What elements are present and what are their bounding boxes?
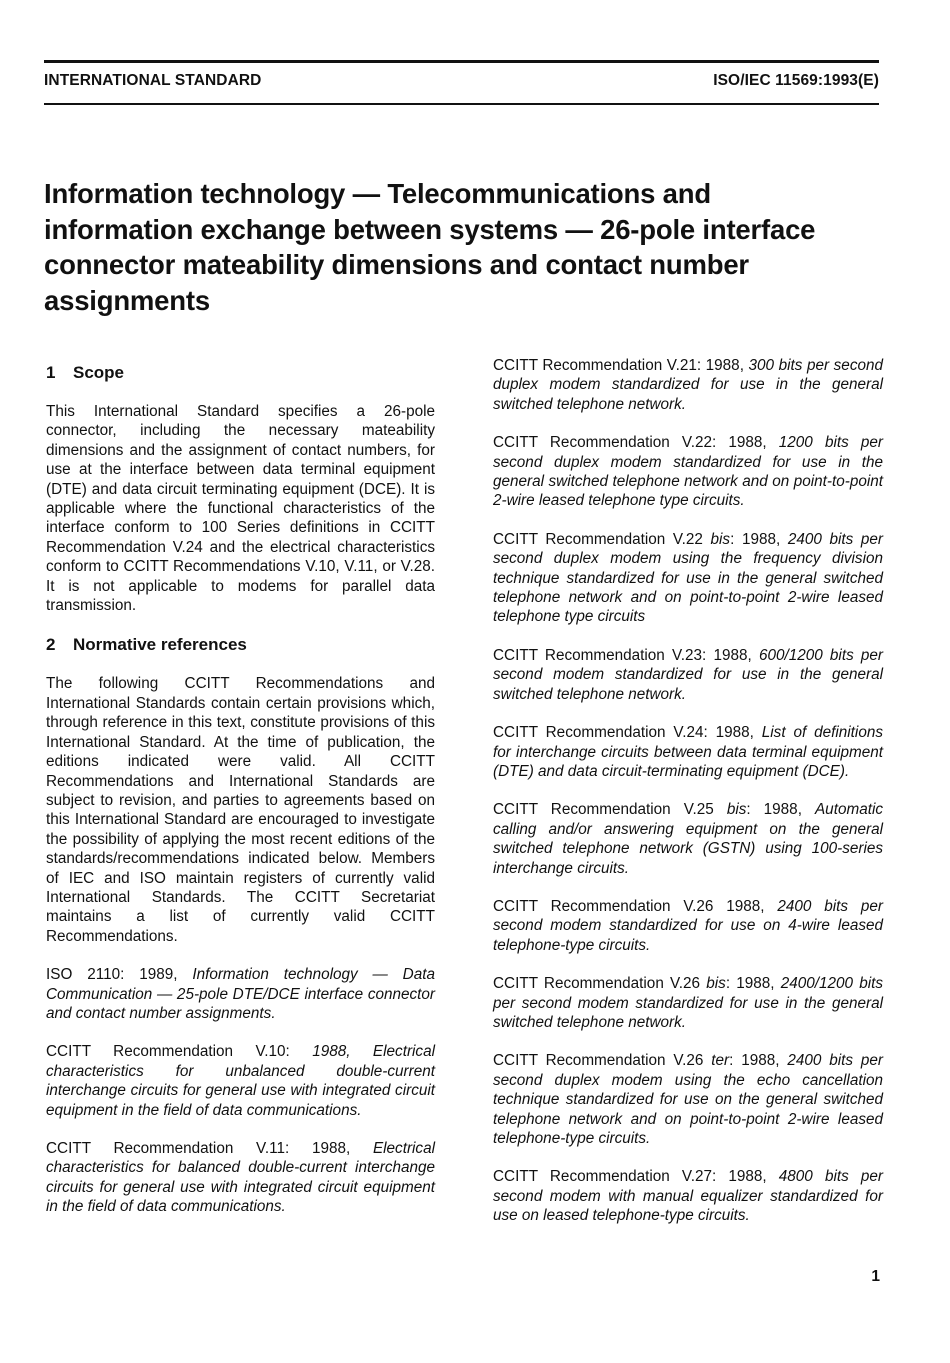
- reference-title: Electrical characteristics for balanced double-current interchange circuits for general use with integrated circuit equipment in the field of data communications.: [46, 1140, 435, 1216]
- reference-date: : 1988,: [730, 530, 788, 548]
- reference-item: [493, 800, 883, 878]
- reference-item: [493, 356, 883, 414]
- reference-prefix: CCITT Recommendation V.26: [493, 975, 707, 993]
- reference-suffix: bis: [726, 801, 747, 819]
- reference-date: : 1988,: [725, 975, 781, 993]
- reference-prefix: CCITT Recommendation V.27: 1988,: [493, 1168, 779, 1186]
- reference-prefix: CCITT Recommendation V.21: 1988,: [493, 357, 749, 374]
- reference-item: [493, 1167, 883, 1225]
- reference-prefix: CCITT Recommendation V.26: [493, 1052, 712, 1070]
- reference-prefix: CCITT Recommendation V.24: 1988,: [493, 724, 762, 742]
- section-2-title: Normative references: [73, 635, 247, 655]
- reference-title: 1200 bits per second duplex modem standardized for use in the general switched telephone network and on point-to-point 2-wire leased telephone type circuits.: [493, 434, 883, 510]
- reference-item: [493, 433, 883, 511]
- reference-prefix: CCITT Recommendation V.22: [493, 530, 711, 548]
- scope-paragraph: This International Standard specifies a 26-pole connector, including the necessary mateability dimensions and the assignment of contact numbers, for use at the interface between data terminal equipment (DTE) and data circuit terminating equipment (DCE). It is applicable where the functional characteristics of the interface conform to 100 Series definitions in CCITT Recommendation V.24 and the electrical characteristics conform to CCITT Recommendations V.10, V.11, or V.28. It is not applicable to modems for parallel data transmission.: [46, 403, 435, 615]
- reference-item: [493, 530, 883, 627]
- reference-prefix: CCITT Recommendation V.10:: [46, 1043, 313, 1061]
- section-1-title: Scope: [73, 363, 125, 382]
- reference-prefix: CCITT Recommendation V.26 1988,: [493, 897, 778, 915]
- reference-prefix: ISO 2110: 1989,: [46, 966, 193, 984]
- reference-prefix: CCITT Recommendation V.23: 1988,: [493, 646, 759, 664]
- reference-title: 4800 bits per second modem with manual equalizer standardized for use on leased telephone-type circuits.: [493, 1168, 883, 1225]
- header-document-type: INTERNATIONAL STANDARD: [44, 72, 262, 89]
- header-bottom-rule: [44, 103, 879, 105]
- reference-title: 2400/1200 bits per second modem standardized for use in the general switched telephone network.: [493, 975, 883, 1031]
- left-column: [46, 362, 435, 1236]
- reference-title: 2400 bits per second duplex modem using the echo cancellation technique standardized for use on the general switched telephone network and on point-to-point 2-wire leased telephone-type circuits.: [493, 1052, 883, 1147]
- reference-item: [46, 1139, 435, 1217]
- reference-suffix: ter: [711, 1052, 730, 1070]
- reference-prefix: CCITT Recommendation V.22: 1988,: [493, 434, 779, 452]
- document-title: Information technology — Telecommunications and information exchange between systems — 26-pole interface connector mateability dimensions and contact number assignments: [44, 178, 816, 316]
- reference-item: [493, 974, 883, 1032]
- reference-prefix: CCITT Recommendation V.25: [493, 801, 727, 819]
- header-document-number: ISO/IEC 11569:1993(E): [713, 72, 879, 89]
- reference-item: [493, 646, 883, 704]
- right-column: [493, 356, 883, 1245]
- reference-title: 1988, Electrical characteristics for unbalanced double-current interchange circuits for general use with integrated circuit equipment in the field of data communications.: [46, 1043, 435, 1119]
- reference-suffix: bis: [706, 975, 726, 993]
- header-top-rule: [44, 60, 879, 63]
- reference-item: [493, 897, 883, 955]
- reference-date: : 1988,: [746, 801, 815, 819]
- reference-prefix: CCITT Recommendation V.11: 1988,: [46, 1140, 373, 1157]
- reference-date: : 1988,: [729, 1052, 788, 1070]
- section-1-number: 1: [46, 363, 56, 382]
- reference-title: List of definitions for interchange circuits between data terminal equipment (DTE) and data circuit-terminating equipment (DCE).: [493, 724, 883, 780]
- reference-title: 600/1200 bits per second modem standardized for use in the general switched telephone network.: [493, 646, 883, 703]
- reference-title: Information technology — Data Communication — 25-pole DTE/DCE interface connector and contact number assignments.: [46, 966, 435, 1022]
- section-1-heading: [46, 362, 435, 384]
- reference-title: 2400 bits per second modem standardized for use on 4-wire leased telephone-type circuits.: [493, 897, 883, 954]
- reference-title: 300 bits per second duplex modem standardized for use in the general switched telephone network.: [493, 357, 883, 413]
- reference-item: [493, 1051, 883, 1148]
- reference-item: [46, 1042, 435, 1120]
- normative-references-paragraph: The following CCITT Recommendations and International Standards contain certain provisions which, through reference in this text, constitute provisions of this International Standard. At the time of publication, the editions indicated were valid. All CCITT Recommendations and International Standards are subject to revision, and parties to agreements based on this International Standard are encouraged to investigate the possibility of applying the most recent editions of the standards/recommendations indicated below. Members of IEC and ISO maintain registers of currently valid International Standards. The CCITT Secretariat maintains a list of currently valid CCITT Recommendations.: [46, 675, 435, 945]
- reference-item: [46, 965, 435, 1023]
- reference-title: 2400 bits per second duplex modem using the frequency division technique standardized for use in the general switched telephone network and on point-to-point 2-wire leased telephone type circuits: [493, 530, 883, 626]
- page-number: 1: [871, 1268, 880, 1285]
- reference-suffix: bis: [710, 530, 731, 548]
- reference-title: Automatic calling and/or answering equipment on the general switched telephone network (GSTN) using 100-series interchange circuits.: [493, 801, 883, 877]
- section-2-heading: [46, 634, 435, 656]
- reference-item: [493, 723, 883, 781]
- section-2-number: 2: [46, 635, 56, 655]
